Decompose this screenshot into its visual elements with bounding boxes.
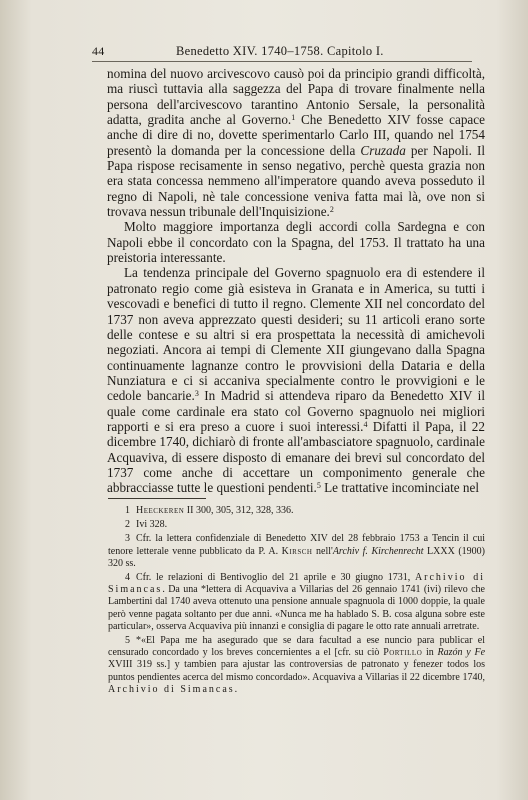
footnote-ref: 2 [329,205,334,215]
footnote-number: 2 [125,519,130,531]
footnote-number: 5 [125,635,130,647]
footnotes [108,505,485,698]
running-header [92,44,472,62]
footnote-ref: 5 [316,481,321,491]
footnote-ref: 3 [194,389,199,399]
text-run: Difatti il Papa, il 22 dicembre 1740, dichiarò di fronte all'ambasciatore spagnuolo, cardinale Acquaviva, di essere disposto di emanare dei brevi sul concordato del 1737 come anche di accettare un componimento generale che abbracciasse tutte le questioni pendenti. [107,418,485,496]
footnote [108,635,485,696]
text-run: . [234,683,238,695]
text-run: La tendenza principale del Governo spagnuolo era di estendere il patronato regio come già esisteva in Granata e in America, su tutti i vescovadi e benefici di tutto il regno. Clemente XII nel concordato del 1737 non aveva apprezzato questi desideri; su 11 articoli erano sorte delle contese e su altri si era prospettata la necessità di amichevoli negoziati. Ancora ai tempi di Clemente XII giungevano dalla Spagna continuamente lagnanze contro le provvisioni della Dataria e della Nunziatura e ci si accaniva specialmente contro le provvigioni e le cedole bancarie. [107,265,485,404]
paragraph [107,265,485,495]
footnote-separator [108,498,206,499]
footnote [108,505,485,517]
footnote-ref: 1 [291,113,296,123]
footnote [108,533,485,570]
text-run: Cfr. la lettera confidenziale di Benedetto XIV del 28 febbraio 1753 a Tencin il cui tenore letterale venne pubblicato da P. A. [108,533,485,557]
text-run: Le trattative incominciate nel [320,480,480,496]
text-run: nomina del nuovo arcivescovo causò poi da principio grandi difficoltà, ma riuscì tuttavia alla saggezza del Papa di trovare finalmente nella persona dell'arcivescovo tarantino Antonio Sersale, la personalità adatta, gradita anche al Governo. [107,66,485,128]
footnote [108,572,485,633]
header-rule [92,61,472,62]
paragraph [107,219,485,265]
text-run: Archivio di Simancas [108,683,235,695]
footnote-number: 1 [125,505,130,516]
footnote-ref: 4 [363,419,368,429]
footnote-number: 4 [125,572,130,584]
text-run: Che Benedetto XIV fosse capace anche di dire di no, dovette sperimentarlo Carlo III, quando nel 1754 presentò la domanda per la concessione della [107,112,485,158]
running-title: Benedetto XIV. 1740–1758. Capitolo I. [176,44,384,58]
text-run: Cfr. le relazioni di Bentivoglio del 21 aprile e 30 giugno 1731, [136,572,415,584]
italic-text: Razón y Fe [437,647,486,659]
text-run: Archivio di Simancas [108,572,485,596]
text-run: Portillo [383,647,423,659]
text-run: . Da una *lettera di Acquaviva a Villarias del 26 gennaio 1741 (ivi) rilevo che Lambertini dal 1740 aveva ottenuto una pensione annuale spagnuola di 1000 doppie, la quale però venne pagata soltanto per due anni. «Nunca me ha hablado S. B. cosa alguna sobre este particular», osserva Acquaviva più innanzi e consiglia di pagare le otto rate annuali arretrate. [108,584,485,632]
footnote-number: 3 [125,533,130,545]
text-run: *«El Papa me ha asegurado que se dara facultad a ese nuncio para publicar el censurado concordado y los breves concernientes a el [cfr. su ciò [108,635,485,659]
paragraph [107,66,485,219]
text-run: In Madrid si attendeva riparo da Benedetto XIV il quale come cardinale era stato col Governo spagnuolo nei migliori rapporti e si era preso a cuore i suoi interessi. [107,388,485,434]
text-run: in [422,647,438,659]
footnote [108,519,485,531]
text-run: LXXX (1900) 320 ss. [108,545,485,569]
text-run: nell' [312,545,333,557]
italic-text: Archiv f. Kirchenrecht [332,545,424,557]
text-run: XVIII 319 ss.] y tambien para ajustar las controversias de patronato y fenezer todos los puntos pendientes acerca del mismo concordado». Acquaviva a Villarias il 22 dicembre 1740, [108,659,485,683]
main-text [107,66,485,496]
text-run: per Napoli. Il Papa rispose recisamente in senso negativo, perchè questa grazia non era stata concessa nemmeno all'imperatore quando aveva posseduto il regno di Napoli, nè tale concessione veniva fatta mai là, ove non si trovava nessun tribunale dell'Inquisizione. [107,142,485,220]
italic-text: Cruzada [360,142,406,158]
text-run: Ivi 328. [136,519,168,531]
page-number: 44 [92,44,105,58]
text-run: Molto maggiore importanza degli accordi colla Sardegna e con Napoli ebbe il concordato con la Spagna, del 1753. Il trattato ha una preistoria interessante. [107,219,485,266]
text-run: Heeckeren [136,505,185,516]
text-run: Kirsch [281,545,313,557]
text-run: II 300, 305, 312, 328, 336. [184,505,294,516]
